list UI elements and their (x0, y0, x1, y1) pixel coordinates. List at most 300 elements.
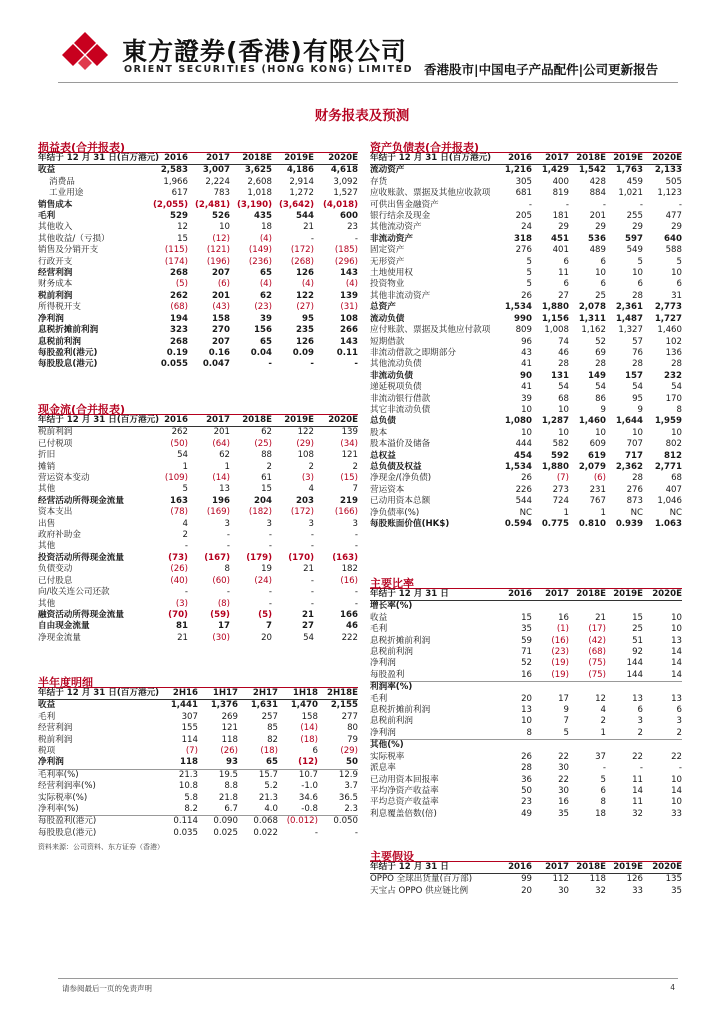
table-row (38, 746, 358, 757)
cell-value: 617 (171, 188, 188, 199)
cell-value: 2 (308, 461, 314, 472)
cell-value: 32 (632, 808, 643, 819)
cell-value: 477 (665, 211, 682, 222)
cell-value: 2019E (272, 153, 314, 165)
section-income (38, 139, 358, 371)
cell-value: 2H16 (158, 688, 198, 700)
cell-value: - (639, 763, 643, 774)
cell-value: 2,362 (615, 461, 643, 472)
cell-value: 118 (589, 874, 606, 885)
cell-value: - (602, 199, 606, 210)
cell-value: 18 (261, 222, 272, 233)
row-label: 增长率(%) (370, 601, 413, 612)
cell-value: (31) (340, 302, 358, 313)
cell-value: (236) (248, 256, 272, 267)
table-row (370, 496, 682, 507)
cell-value: 10 (632, 268, 643, 279)
cell-value: 14 (671, 785, 682, 796)
cell-value: - (310, 575, 314, 586)
table-row (370, 200, 682, 211)
cell-value: 80 (347, 723, 358, 734)
cell-value: - (354, 827, 358, 838)
cell-value: 54 (595, 382, 606, 393)
table-row (370, 405, 682, 416)
cell-value: 122 (296, 290, 314, 301)
cell-value: 9 (600, 404, 606, 415)
cell-value: (70) (168, 609, 188, 620)
row-label: 融资活动所得现金流量 (38, 609, 124, 620)
cell-value: 783 (213, 188, 230, 199)
cell-value: 1,763 (615, 165, 643, 176)
cell-value: (170) (288, 552, 314, 563)
cell-value: 19.5 (198, 769, 238, 781)
row-label: 折旧 (38, 450, 56, 461)
cell-value: 2,608 (247, 176, 272, 187)
row-label: 每股盈利(港元) (38, 816, 158, 828)
row-label: 递延税项负债 (370, 382, 422, 393)
cell-value (643, 740, 682, 752)
row-label: 其他非流动资产 (370, 290, 431, 301)
cell-value: 2,361 (615, 302, 643, 313)
cell-value: 69 (595, 347, 606, 358)
cell-value: 0.047 (202, 359, 230, 370)
cell-value: 3 (676, 716, 682, 727)
table-row (38, 291, 358, 302)
cell-value: 6 (676, 705, 682, 716)
row-label: 土地使用权 (370, 268, 413, 279)
table-row (38, 200, 358, 211)
cell-value: 27 (558, 290, 569, 301)
cell-value: 262 (171, 427, 188, 438)
cell-value: 10 (671, 268, 682, 279)
cell-value: 10 (671, 797, 682, 808)
cell-value: (3) (175, 598, 188, 609)
table-row (370, 234, 682, 245)
cell-value: 122 (297, 427, 314, 438)
cell-value: (26) (220, 746, 238, 757)
cell-value: 92 (632, 647, 643, 658)
cell-value: - (678, 199, 682, 210)
cell-value: 1,429 (541, 165, 569, 176)
cell-value: (6) (217, 279, 230, 290)
cell-value: 4 (600, 705, 606, 716)
cell-value: 451 (551, 233, 569, 244)
cell-value: 19 (261, 564, 272, 575)
cell-value: 43 (521, 347, 532, 358)
cell-value: 12.9 (318, 769, 358, 781)
row-label: 流动负债 (370, 313, 405, 324)
row-label: 毛利 (38, 711, 56, 722)
cell-value: 640 (664, 233, 682, 244)
cell-value: (23) (254, 302, 272, 313)
cell-value: 10 (632, 427, 643, 438)
cell-value: 9 (637, 404, 643, 415)
table-row (370, 428, 682, 439)
cell-value: 2 (600, 716, 606, 727)
cell-value: (0.012) (278, 816, 318, 828)
row-label: 年结于 12 月 31 日 (370, 862, 496, 874)
cell-value: - (310, 587, 314, 598)
row-label: 其他(%) (370, 740, 496, 752)
cell-value: 454 (514, 450, 532, 461)
row-label: 利润率(%) (370, 682, 496, 694)
cell-value: 1,460 (657, 325, 682, 336)
row-label: 息税折摊前利润 (370, 705, 431, 716)
cell-value: 25 (595, 290, 606, 301)
cell-value: 22 (558, 774, 569, 785)
cell-value: (8) (217, 598, 230, 609)
row-label: 总负债 (370, 416, 396, 427)
cell-value: (2,481) (194, 199, 230, 210)
row-label: 应收账款、票据及其他应收款项 (370, 188, 491, 199)
cell-value: 1,123 (657, 188, 682, 199)
cell-value: 2,224 (205, 176, 230, 187)
table-row (370, 647, 682, 658)
row-label: 股本溢价及储备 (370, 439, 431, 450)
cell-value: 157 (625, 370, 643, 381)
cell-value: (75) (588, 669, 606, 680)
cell-value (569, 682, 606, 694)
cell-value: 29 (632, 222, 643, 233)
table-row (370, 716, 682, 727)
cell-value: 108 (297, 450, 314, 461)
table-row (38, 234, 358, 245)
cell-value: 95 (302, 313, 314, 324)
cell-value: 21 (595, 612, 606, 623)
cell-value: 0.022 (253, 827, 278, 838)
cell-value: 50 (346, 757, 358, 768)
cell-value: - (354, 359, 358, 370)
cell-value: 31 (671, 290, 682, 301)
cell-value: (12) (298, 757, 318, 768)
cell-value: -0.8 (301, 804, 318, 815)
cell-value: 2020E (643, 862, 682, 874)
cell-value: 95 (632, 393, 643, 404)
cell-value: 41 (521, 382, 532, 393)
row-label: 税前利润 (38, 427, 73, 438)
cell-value: 2019E (606, 862, 643, 874)
cell-value: (42) (588, 635, 606, 646)
table-row (370, 268, 682, 279)
cell-value: 428 (589, 176, 606, 187)
cell-value: 6.7 (224, 804, 238, 815)
cell-value: - (310, 598, 314, 609)
cell-value: 143 (340, 336, 358, 347)
cell-value: 2,079 (578, 461, 606, 472)
cell-value: 8.8 (224, 781, 238, 792)
cell-value: 8 (600, 797, 606, 808)
table-row (370, 786, 682, 797)
balance-table (370, 153, 682, 530)
table-row (370, 371, 682, 382)
row-label: 其他收入 (38, 222, 73, 233)
table-row (38, 473, 358, 484)
cell-value: (18) (260, 746, 278, 757)
cell-value: 1,460 (578, 416, 606, 427)
cell-value: 873 (626, 496, 643, 507)
cell-value: 5.2 (264, 781, 278, 792)
cell-value: 0.04 (250, 347, 272, 358)
cell-value: 5.8 (184, 792, 198, 803)
table-row (370, 165, 682, 177)
cell-value: 3 (352, 518, 358, 529)
cell-value: 1,156 (541, 313, 569, 324)
cell-value: 20 (521, 693, 532, 704)
cell-value: 10 (219, 222, 230, 233)
cell-value: 255 (626, 211, 643, 222)
row-label: 天宝占 OPPO 供应链比例 (370, 885, 469, 896)
row-label: 向/收关连公司还款 (38, 587, 110, 598)
cell-value (532, 601, 569, 613)
cell-value: 194 (170, 313, 188, 324)
cell-value: 681 (515, 188, 532, 199)
cell-value: 536 (588, 233, 606, 244)
cell-value: 2016 (496, 153, 532, 165)
cell-value: 1,080 (504, 416, 532, 427)
cell-value: 12 (177, 222, 188, 233)
cell-value: 0.19 (166, 347, 188, 358)
table-row (38, 188, 358, 199)
cell-value: 1,018 (247, 188, 272, 199)
cell-value: 6 (637, 705, 643, 716)
cell-value: 544 (515, 496, 532, 507)
row-label: 财务成本 (38, 279, 73, 290)
cell-value: (149) (248, 245, 272, 256)
report-category: 香港股市|中国电子产品配件|公司更新报告 (424, 62, 659, 77)
cell-value: 10 (671, 774, 682, 785)
cell-value: 7 (266, 621, 272, 632)
row-label: 每股盈利(港元) (38, 347, 98, 358)
cell-value: (26) (170, 564, 188, 575)
table-row (38, 462, 358, 473)
cell-value: 262 (170, 290, 188, 301)
cell-value: 13 (671, 693, 682, 704)
page-title: 财务报表及预测 (314, 108, 410, 124)
cell-value: 10 (671, 612, 682, 623)
cell-value: 1 (563, 507, 569, 518)
cell-value: 8 (676, 404, 682, 415)
row-label: 息税前利润 (370, 716, 413, 727)
cell-value: 126 (296, 336, 314, 347)
row-label: 净现金流量 (38, 632, 81, 643)
cell-value: 28 (671, 359, 682, 370)
cell-value: 54 (303, 632, 314, 643)
cell-value: (4,018) (322, 199, 358, 210)
row-label: OPPO 全球出货量(百万部) (370, 874, 473, 885)
cell-value: (296) (334, 256, 358, 267)
cell-value: (172) (290, 507, 314, 518)
cell-value: 22 (558, 751, 569, 762)
cell-value: 28 (521, 763, 532, 774)
table-row (370, 222, 682, 233)
table-row (38, 712, 358, 723)
cell-value: (59) (210, 609, 230, 620)
row-label: 净利润 (370, 727, 396, 738)
cell-value: 2017 (532, 153, 569, 165)
cell-value: - (268, 359, 272, 370)
cell-value: 277 (341, 711, 358, 722)
cell-value: 68 (671, 473, 682, 484)
cell-value: 4.0 (264, 804, 278, 815)
cell-value: 459 (626, 176, 643, 187)
cell-value: (5) (175, 279, 188, 290)
row-label: 总资产 (370, 302, 396, 313)
table-row (370, 257, 682, 268)
table-row (370, 325, 682, 336)
cell-value: 17 (558, 693, 569, 704)
cell-value: 276 (626, 484, 643, 495)
row-label: 已动用资本总额 (370, 496, 431, 507)
cell-value: 27 (302, 621, 314, 632)
cell-value: 2020E (314, 415, 358, 427)
cell-value: 7 (563, 716, 569, 727)
cell-value: 99 (521, 874, 532, 885)
cell-value: 158 (212, 313, 230, 324)
table-row (370, 337, 682, 348)
cell-value: - (354, 233, 358, 244)
table-row (38, 337, 358, 348)
cell-value: 0.055 (160, 359, 188, 370)
table-header-row (38, 153, 358, 165)
table-row (370, 359, 682, 370)
cell-value: 196 (212, 495, 230, 506)
cell-value: (24) (254, 575, 272, 586)
cell-value: 809 (515, 325, 532, 336)
cell-value: 231 (589, 484, 606, 495)
table-row (370, 508, 682, 519)
cell-value: (15) (340, 473, 358, 484)
table-row (38, 314, 358, 325)
table-row (38, 576, 358, 587)
source-note: 资料来源：公司资料、东方证券（香港） (38, 843, 164, 852)
cell-value: 35 (671, 885, 682, 896)
page-number: 4 (670, 983, 675, 992)
cell-value: 108 (340, 313, 358, 324)
cell-value: 0.16 (208, 347, 230, 358)
cell-value: 68 (558, 393, 569, 404)
cell-value: 33 (632, 885, 643, 896)
cell-value: 23 (521, 797, 532, 808)
cell-value: 144 (626, 669, 643, 680)
company-name-cn: 東方證券(香港)有限公司 (122, 37, 407, 66)
table-row (38, 621, 358, 632)
row-label: 已付股息 (38, 575, 73, 586)
cell-value: (3,642) (278, 199, 314, 210)
cell-value: - (226, 541, 230, 552)
row-label: 销售及分销开支 (38, 245, 99, 256)
cell-value: 21 (177, 632, 188, 643)
cell-value: 2 (637, 727, 643, 738)
cell-value: 20 (261, 632, 272, 643)
cell-value: (75) (588, 658, 606, 669)
row-label: 股本 (370, 427, 388, 438)
table-row (370, 797, 682, 808)
cell-value: 54 (671, 382, 682, 393)
cell-value: 582 (552, 439, 569, 450)
row-label: 出售 (38, 518, 56, 529)
table-row (370, 382, 682, 393)
cell-value: - (268, 541, 272, 552)
cell-value: (109) (164, 473, 188, 484)
table-row (38, 519, 358, 530)
cell-value: 204 (254, 495, 272, 506)
cell-value: (196) (206, 256, 230, 267)
cell-value: 707 (626, 439, 643, 450)
cell-value: 3,092 (333, 176, 358, 187)
cell-value: 812 (664, 450, 682, 461)
row-label: 行政开支 (38, 256, 73, 267)
row-label: 负债变动 (38, 564, 73, 575)
cell-value: 318 (514, 233, 532, 244)
cell-value: 6 (637, 279, 643, 290)
row-label: 利息覆盖倍数(倍) (370, 808, 437, 819)
cell-value: 2,078 (578, 302, 606, 313)
cell-value: 201 (589, 211, 606, 222)
cell-value: - (310, 359, 314, 370)
cell-value: 21 (303, 222, 314, 233)
cell-value: 3 (266, 518, 272, 529)
cell-value: 1 (600, 727, 606, 738)
cell-value: 62 (219, 450, 230, 461)
cell-value: 20 (521, 885, 532, 896)
row-label: 平均净资产收益率 (370, 785, 439, 796)
cell-value: - (678, 763, 682, 774)
row-label: 净利润 (38, 313, 64, 324)
cell-value: (4) (259, 233, 272, 244)
cell-value: 2017 (188, 153, 230, 165)
cell-value: 102 (665, 336, 682, 347)
cell-value: (3,190) (236, 199, 272, 210)
row-label: 实际税率(%) (38, 792, 88, 803)
cell-value: 11 (558, 268, 569, 279)
table-row (370, 886, 682, 897)
cell-value: 0.594 (504, 519, 532, 529)
cell-value: 182 (341, 564, 358, 575)
cell-value: 2016 (496, 862, 532, 874)
table-row (38, 450, 358, 461)
table-row (370, 416, 682, 427)
row-label: 息税折摊前利润 (370, 635, 431, 646)
cell-value: 444 (515, 439, 532, 450)
row-label: 每股账面价值(HK$) (370, 519, 450, 529)
cell-value: 118 (221, 734, 238, 745)
cell-value: 10 (558, 427, 569, 438)
cell-value: 15 (521, 612, 532, 623)
cell-value: 93 (226, 757, 238, 768)
row-label: 净利润 (38, 757, 64, 768)
cell-value: 544 (296, 211, 314, 222)
cell-value (569, 740, 606, 752)
cell-value: 1,487 (615, 313, 643, 324)
cell-value: (40) (170, 575, 188, 586)
cell-value: 163 (170, 495, 188, 506)
section-title: 损益表(合并报表) (38, 139, 358, 153)
table-row (370, 462, 682, 473)
cell-value: 16 (521, 669, 532, 680)
cell-value: 1,966 (163, 176, 188, 187)
row-label: 年结于 12 月 31 日(百万港元) (370, 153, 496, 165)
cell-value: 1,046 (657, 496, 682, 507)
cell-value: 819 (552, 188, 569, 199)
cell-value: (23) (551, 647, 569, 658)
cell-value: (174) (164, 256, 188, 267)
table-row (370, 740, 682, 752)
cell-value: 717 (625, 450, 643, 461)
cell-value: 3,625 (244, 165, 272, 176)
cell-value: 1.063 (654, 519, 682, 529)
row-label: 营运资本变动 (38, 473, 90, 484)
cell-value: 269 (221, 711, 238, 722)
